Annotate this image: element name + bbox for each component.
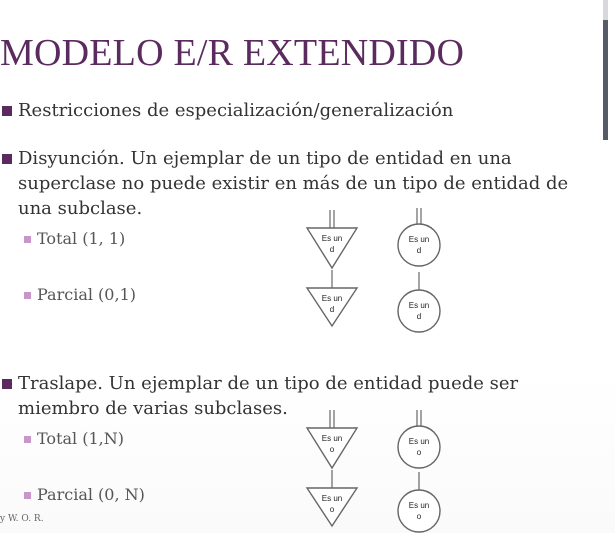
slide-title: MODELO E/R EXTENDIDO — [0, 32, 465, 74]
bullet-restricciones-marker — [2, 106, 12, 116]
circle-label-es-un: Es un — [408, 301, 430, 310]
triangle-label-es-un: Es un — [321, 294, 343, 303]
sub-bullet-traslape-parcial-marker — [24, 492, 31, 499]
overlap-total-circle-symbol — [394, 408, 444, 470]
circle-label-o: o — [416, 512, 422, 521]
triangle-label-o: o — [329, 505, 335, 514]
bullet-traslape-text: Traslape. Un ejemplar de un tipo de entidad puede ser miembro de varias subclases. — [18, 373, 519, 419]
sub-bullet-disyuncion-parcial-marker — [24, 292, 31, 299]
sub-bullet-traslape-total-marker — [24, 436, 31, 443]
triangle-label-es-un: Es un — [321, 234, 343, 243]
circle-label-es-un: Es un — [408, 437, 430, 446]
triangle-label-es-un: Es un — [321, 434, 343, 443]
sub-item-disyuncion-parcial: Parcial (0,1) — [37, 285, 136, 304]
sub-bullet-disyuncion-total-marker — [24, 236, 31, 243]
disjoint-partial-triangle-symbol — [305, 268, 361, 330]
circle-label-o: o — [416, 448, 422, 457]
triangle-label-d: d — [329, 305, 335, 314]
overlap-partial-triangle-symbol — [305, 468, 361, 530]
sub-item-disyuncion-total: Total (1, 1) — [37, 229, 126, 248]
bullet-traslape-marker — [2, 379, 12, 389]
circle-label-d: d — [416, 312, 422, 321]
bullet-disyuncion-marker — [2, 154, 12, 164]
circle-label-d: d — [416, 246, 422, 255]
circle-label-es-un: Es un — [408, 235, 430, 244]
accent-bar — [603, 20, 608, 140]
overlap-total-triangle-symbol — [305, 408, 361, 472]
triangle-label-es-un: Es un — [321, 494, 343, 503]
bullet-disyuncion-text: Disyunción. Un ejemplar de un tipo de entidad en una superclase no puede existir en más de un tipo de entidad de una subclase. — [18, 148, 569, 219]
accent-bar-top — [603, 0, 608, 20]
disjoint-total-triangle-symbol — [305, 208, 361, 272]
triangle-label-d: d — [329, 245, 335, 254]
overlap-partial-circle-symbol — [394, 470, 444, 533]
disjoint-total-circle-symbol — [394, 206, 444, 268]
bullet-restricciones-text: Restricciones de especialización/generalización — [18, 100, 454, 121]
triangle-label-o: o — [329, 445, 335, 454]
sub-item-traslape-parcial: Parcial (0, N) — [37, 485, 145, 504]
sub-item-traslape-total: Total (1,N) — [37, 429, 124, 448]
footer-credit: y W. O. R. — [0, 514, 44, 524]
circle-label-es-un: Es un — [408, 501, 430, 510]
disjoint-partial-circle-symbol — [394, 270, 444, 334]
